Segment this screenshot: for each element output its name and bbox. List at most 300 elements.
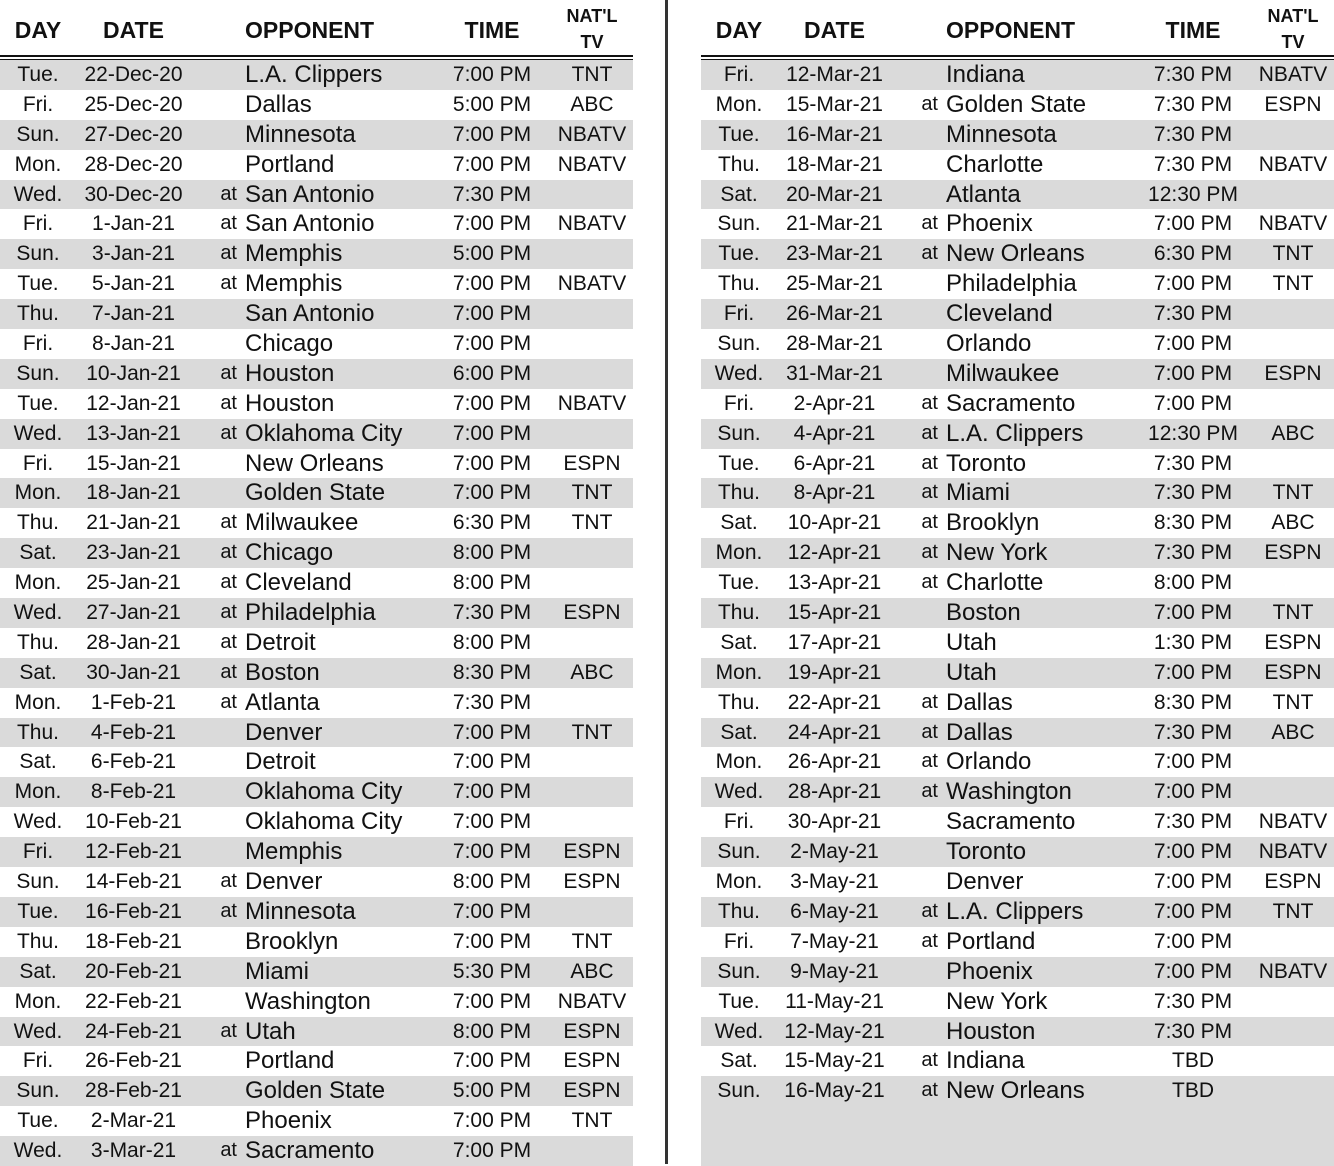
cell-tv: ESPN xyxy=(1264,92,1322,116)
cell-day: Sun. xyxy=(16,870,60,894)
header-rule-top xyxy=(701,55,1334,57)
cell-time: 7:00 PM xyxy=(452,989,532,1013)
cell-opponent: Detroit xyxy=(245,748,316,776)
table-row xyxy=(0,120,633,150)
cell-time: 8:30 PM xyxy=(1153,690,1233,714)
cell-at: at xyxy=(220,1139,237,1162)
header-tv-line1: NAT'L xyxy=(1267,6,1319,26)
cell-opponent: Boston xyxy=(946,599,1021,627)
cell-time: 7:00 PM xyxy=(1153,332,1233,356)
cell-opponent: Denver xyxy=(946,868,1024,896)
cell-opponent: Memphis xyxy=(245,838,343,866)
cell-opponent: Sacramento xyxy=(946,808,1076,836)
cell-at: at xyxy=(921,780,938,803)
header-tv-line1: NAT'L xyxy=(566,6,618,26)
cell-day: Thu. xyxy=(717,272,761,296)
cell-at: at xyxy=(921,391,938,414)
cell-at: at xyxy=(220,870,237,893)
cell-tv: ESPN xyxy=(563,840,621,864)
header-tv xyxy=(1251,3,1334,55)
cell-time: 7:00 PM xyxy=(1153,780,1233,804)
cell-time: 7:00 PM xyxy=(452,780,532,804)
cell-time: 7:30 PM xyxy=(1153,1019,1233,1043)
cell-opponent: Miami xyxy=(245,957,309,985)
table-row xyxy=(0,1106,633,1136)
cell-date: 30-Jan-21 xyxy=(86,660,181,684)
cell-time: 7:30 PM xyxy=(1153,152,1233,176)
cell-time: 7:00 PM xyxy=(452,810,532,834)
table-row xyxy=(701,688,1334,718)
cell-day: Sun. xyxy=(717,959,761,983)
cell-opponent: Utah xyxy=(946,628,997,656)
table-row xyxy=(0,359,633,389)
cell-tv: NBATV xyxy=(1258,63,1328,86)
cell-at: at xyxy=(220,690,237,713)
cell-opponent: Denver xyxy=(245,868,323,896)
cell-time: TBD xyxy=(1172,1079,1214,1103)
cell-date: 17-Apr-21 xyxy=(787,630,882,654)
table-row xyxy=(0,329,633,359)
cell-tv: TNT xyxy=(571,1109,613,1133)
cell-date: 15-Apr-21 xyxy=(787,601,882,625)
cell-date: 7-Jan-21 xyxy=(92,302,175,326)
cell-time: 5:30 PM xyxy=(452,959,532,983)
table-row xyxy=(701,927,1334,957)
cell-date: 20-Mar-21 xyxy=(786,182,883,206)
cell-tv: NBATV xyxy=(557,152,627,176)
cell-time: 7:00 PM xyxy=(452,421,532,445)
cell-time: 7:00 PM xyxy=(452,1139,532,1163)
cell-day: Mon. xyxy=(715,870,763,894)
cell-time: 7:00 PM xyxy=(1153,660,1233,684)
cell-date: 24-Apr-21 xyxy=(787,720,882,744)
cell-opponent: Portland xyxy=(946,927,1036,955)
table-row xyxy=(0,688,633,718)
cell-tv: TNT xyxy=(1272,690,1314,714)
cell-tv: ESPN xyxy=(1264,541,1322,565)
table-row xyxy=(701,389,1334,419)
cell-opponent: Boston xyxy=(245,658,320,686)
empty-shaded-row xyxy=(701,1106,1334,1136)
cell-tv: NBATV xyxy=(557,391,627,415)
cell-opponent: Detroit xyxy=(245,628,316,656)
cell-date: 18-Feb-21 xyxy=(85,929,182,953)
cell-day: Sat. xyxy=(720,630,758,654)
cell-at: at xyxy=(921,242,938,265)
cell-day: Sat. xyxy=(19,660,57,684)
cell-time: 7:00 PM xyxy=(1153,870,1233,894)
cell-tv: ABC xyxy=(570,92,614,116)
cell-opponent: Houston xyxy=(946,1017,1036,1045)
cell-opponent: L.A. Clippers xyxy=(245,61,383,88)
cell-day: Thu. xyxy=(16,630,60,654)
cell-tv: NBATV xyxy=(557,272,627,296)
cell-date: 8-Jan-21 xyxy=(92,332,175,356)
cell-day: Tue. xyxy=(718,242,760,266)
cell-date: 26-Apr-21 xyxy=(787,750,882,774)
cell-date: 10-Jan-21 xyxy=(86,361,181,385)
cell-time: 7:00 PM xyxy=(1153,899,1233,923)
table-row xyxy=(0,389,633,419)
cell-time: 8:00 PM xyxy=(452,571,532,595)
cell-date: 25-Jan-21 xyxy=(86,571,181,595)
cell-tv: TNT xyxy=(571,63,613,86)
cell-day: Sat. xyxy=(720,720,758,744)
cell-time: 7:30 PM xyxy=(1153,302,1233,326)
cell-day: Fri. xyxy=(723,810,755,834)
table-row xyxy=(0,538,633,568)
cell-time: 8:00 PM xyxy=(452,541,532,565)
cell-date: 13-Apr-21 xyxy=(787,571,882,595)
cell-at: at xyxy=(220,899,237,922)
cell-opponent: L.A. Clippers xyxy=(946,419,1084,447)
cell-opponent: New Orleans xyxy=(946,1077,1085,1105)
cell-at: at xyxy=(921,451,938,474)
cell-opponent: Utah xyxy=(245,1017,296,1045)
table-row xyxy=(701,1076,1334,1106)
cell-day: Fri. xyxy=(22,212,54,236)
header-time: TIME xyxy=(464,17,520,43)
cell-time: 8:00 PM xyxy=(1153,571,1233,595)
cell-date: 28-Mar-21 xyxy=(786,332,883,356)
cell-at: at xyxy=(921,1079,938,1102)
cell-date: 1-Jan-21 xyxy=(92,212,175,236)
cell-at: at xyxy=(220,391,237,414)
cell-date: 1-Feb-21 xyxy=(90,690,177,714)
cell-at: at xyxy=(220,361,237,384)
cell-tv: ESPN xyxy=(563,601,621,625)
table-row xyxy=(0,568,633,598)
cell-time: 7:30 PM xyxy=(1153,481,1233,505)
cell-time: TBD xyxy=(1172,1049,1214,1073)
cell-opponent: Memphis xyxy=(245,240,343,268)
cell-day: Tue. xyxy=(718,989,760,1013)
cell-date: 8-Apr-21 xyxy=(793,481,876,505)
cell-time: 5:00 PM xyxy=(452,242,532,266)
cell-at: at xyxy=(220,660,237,683)
cell-at: at xyxy=(220,182,237,205)
cell-time: 7:00 PM xyxy=(452,1109,532,1133)
header-opponent: OPPONENT xyxy=(245,17,375,43)
cell-time: 7:00 PM xyxy=(452,720,532,744)
cell-date: 11-May-21 xyxy=(785,989,884,1013)
cell-opponent: Milwaukee xyxy=(946,359,1060,387)
cell-day: Fri. xyxy=(22,451,54,475)
cell-day: Mon. xyxy=(715,541,763,565)
cell-date: 25-Dec-20 xyxy=(84,92,183,116)
cell-day: Fri. xyxy=(22,1049,54,1073)
cell-day: Wed. xyxy=(714,780,764,804)
cell-opponent: New York xyxy=(946,987,1048,1015)
cell-tv: TNT xyxy=(1272,272,1314,296)
cell-day: Sun. xyxy=(717,332,761,356)
table-row xyxy=(0,777,633,807)
table-row xyxy=(701,747,1334,777)
cell-time: 7:30 PM xyxy=(1153,451,1233,475)
schedule-panel-left xyxy=(0,0,633,1164)
cell-time: 7:00 PM xyxy=(1153,212,1233,236)
cell-tv: ABC xyxy=(1271,720,1315,744)
cell-opponent: Sacramento xyxy=(946,389,1076,417)
cell-opponent: Golden State xyxy=(946,90,1087,118)
cell-day: Thu. xyxy=(16,929,60,953)
cell-tv: TNT xyxy=(1272,481,1314,505)
cell-opponent: San Antonio xyxy=(245,210,375,238)
cell-opponent: Minnesota xyxy=(245,897,356,925)
table-row xyxy=(701,359,1334,389)
table-row xyxy=(0,957,633,987)
cell-time: 7:00 PM xyxy=(1153,959,1233,983)
cell-day: Fri. xyxy=(723,391,755,415)
cell-at: at xyxy=(220,1019,237,1042)
cell-date: 12-May-21 xyxy=(784,1019,885,1043)
cell-time: 7:00 PM xyxy=(452,1049,532,1073)
cell-at: at xyxy=(921,899,938,922)
cell-opponent: Toronto xyxy=(946,838,1027,866)
cell-time: 7:00 PM xyxy=(452,272,532,296)
cell-date: 15-Mar-21 xyxy=(786,92,883,116)
cell-tv: ESPN xyxy=(563,1019,621,1043)
cell-opponent: Oklahoma City xyxy=(245,808,403,836)
cell-date: 22-Apr-21 xyxy=(787,690,882,714)
cell-tv: TNT xyxy=(571,929,613,953)
cell-day: Sun. xyxy=(16,361,60,385)
cell-day: Mon. xyxy=(14,152,62,176)
table-row xyxy=(701,568,1334,598)
cell-date: 26-Feb-21 xyxy=(85,1049,182,1073)
cell-date: 30-Dec-20 xyxy=(84,182,183,206)
cell-opponent: New Orleans xyxy=(245,449,384,477)
header-tv-line2: TV xyxy=(1281,32,1305,52)
cell-time: 7:30 PM xyxy=(1153,92,1233,116)
cell-time: 7:00 PM xyxy=(452,899,532,923)
cell-date: 13-Jan-21 xyxy=(86,421,181,445)
cell-day: Sat. xyxy=(19,959,57,983)
table-row xyxy=(0,718,633,748)
cell-date: 22-Dec-20 xyxy=(84,63,183,86)
cell-date: 10-Feb-21 xyxy=(85,810,182,834)
cell-tv: TNT xyxy=(571,511,613,535)
cell-date: 2-Mar-21 xyxy=(90,1109,177,1133)
cell-day: Wed. xyxy=(13,182,63,206)
cell-opponent: Brooklyn xyxy=(245,927,339,955)
cell-at: at xyxy=(220,571,237,594)
cell-time: 8:00 PM xyxy=(452,1019,532,1043)
table-row xyxy=(701,957,1334,987)
cell-day: Wed. xyxy=(13,421,63,445)
table-row xyxy=(701,658,1334,688)
cell-opponent: Brooklyn xyxy=(946,509,1040,537)
schedule-rows-left xyxy=(0,60,633,1166)
empty-shaded-row xyxy=(701,1136,1334,1166)
cell-opponent: Orlando xyxy=(946,748,1032,776)
cell-day: Sat. xyxy=(19,541,57,565)
table-row xyxy=(0,1046,633,1076)
cell-time: 7:00 PM xyxy=(452,929,532,953)
schedule-panel-right xyxy=(701,0,1334,1164)
cell-day: Mon. xyxy=(14,989,62,1013)
cell-time: 7:30 PM xyxy=(452,601,532,625)
cell-time: 8:30 PM xyxy=(1153,511,1233,535)
cell-day: Wed. xyxy=(13,601,63,625)
table-row xyxy=(701,60,1334,90)
cell-date: 30-Apr-21 xyxy=(787,810,882,834)
cell-at: at xyxy=(220,601,237,624)
cell-day: Sat. xyxy=(720,1049,758,1073)
cell-time: 7:30 PM xyxy=(1153,810,1233,834)
table-row xyxy=(701,120,1334,150)
cell-time: 7:00 PM xyxy=(1153,272,1233,296)
cell-time: 7:30 PM xyxy=(452,690,532,714)
cell-tv: ESPN xyxy=(1264,660,1322,684)
cell-day: Mon. xyxy=(14,690,62,714)
cell-time: 7:00 PM xyxy=(1153,391,1233,415)
cell-opponent: Cleveland xyxy=(245,569,352,597)
cell-time: 6:30 PM xyxy=(1153,242,1233,266)
table-header xyxy=(701,0,1334,60)
cell-date: 20-Feb-21 xyxy=(85,959,182,983)
cell-time: 7:00 PM xyxy=(452,391,532,415)
cell-opponent: Indiana xyxy=(946,1047,1025,1075)
cell-tv: NBATV xyxy=(1258,959,1328,983)
cell-opponent: Charlotte xyxy=(946,569,1044,597)
cell-time: 7:30 PM xyxy=(452,182,532,206)
cell-day: Sat. xyxy=(720,182,758,206)
table-row xyxy=(701,987,1334,1017)
table-row xyxy=(0,239,633,269)
cell-day: Mon. xyxy=(14,571,62,595)
cell-opponent: Minnesota xyxy=(245,120,356,148)
cell-opponent: Golden State xyxy=(245,479,386,507)
header-day: DAY xyxy=(715,17,763,43)
cell-day: Thu. xyxy=(16,302,60,326)
table-row xyxy=(0,449,633,479)
cell-tv: ESPN xyxy=(1264,870,1322,894)
cell-date: 22-Feb-21 xyxy=(85,989,182,1013)
table-row xyxy=(701,718,1334,748)
cell-at: at xyxy=(220,242,237,265)
cell-date: 16-May-21 xyxy=(784,1079,885,1103)
cell-tv: TNT xyxy=(571,481,613,505)
cell-day: Wed. xyxy=(13,1139,63,1163)
table-row xyxy=(0,1076,633,1106)
table-row xyxy=(0,180,633,210)
cell-time: 7:30 PM xyxy=(1153,122,1233,146)
cell-tv: ESPN xyxy=(563,1079,621,1103)
table-row xyxy=(701,209,1334,239)
cell-date: 4-Apr-21 xyxy=(793,421,876,445)
cell-day: Tue. xyxy=(17,391,59,415)
cell-day: Mon. xyxy=(715,660,763,684)
table-row xyxy=(701,837,1334,867)
cell-tv: NBATV xyxy=(1258,152,1328,176)
cell-opponent: Utah xyxy=(946,658,997,686)
table-row xyxy=(701,329,1334,359)
header-date: DATE xyxy=(103,17,164,43)
table-row xyxy=(0,837,633,867)
cell-date: 25-Mar-21 xyxy=(786,272,883,296)
cell-tv: ESPN xyxy=(1264,630,1322,654)
cell-time: 7:00 PM xyxy=(452,212,532,236)
cell-opponent: Minnesota xyxy=(946,120,1057,148)
cell-opponent: Phoenix xyxy=(245,1107,332,1135)
cell-date: 23-Mar-21 xyxy=(786,242,883,266)
cell-date: 14-Feb-21 xyxy=(85,870,182,894)
cell-tv: NBATV xyxy=(1258,212,1328,236)
cell-opponent: Portland xyxy=(245,1047,335,1075)
cell-date: 18-Mar-21 xyxy=(786,152,883,176)
cell-day: Sat. xyxy=(720,511,758,535)
cell-tv: NBATV xyxy=(1258,810,1328,834)
cell-time: 8:30 PM xyxy=(452,660,532,684)
cell-opponent: Cleveland xyxy=(946,300,1053,328)
cell-time: 7:00 PM xyxy=(452,122,532,146)
cell-day: Thu. xyxy=(717,152,761,176)
cell-opponent: Dallas xyxy=(946,688,1013,716)
cell-opponent: Orlando xyxy=(946,330,1032,358)
cell-at: at xyxy=(921,212,938,235)
cell-opponent: Dallas xyxy=(245,90,312,118)
cell-at: at xyxy=(921,750,938,773)
header-day: DAY xyxy=(14,17,62,43)
cell-at: at xyxy=(921,421,938,444)
table-row xyxy=(0,807,633,837)
cell-opponent: New Orleans xyxy=(946,240,1085,268)
cell-opponent: Charlotte xyxy=(946,150,1044,178)
cell-at: at xyxy=(921,720,938,743)
table-row xyxy=(701,807,1334,837)
cell-tv: NBATV xyxy=(557,212,627,236)
cell-day: Fri. xyxy=(22,840,54,864)
cell-day: Mon. xyxy=(14,780,62,804)
cell-tv: ABC xyxy=(570,660,614,684)
cell-day: Sun. xyxy=(717,840,761,864)
header-date: DATE xyxy=(804,17,865,43)
cell-date: 3-May-21 xyxy=(790,870,879,894)
cell-time: 5:00 PM xyxy=(452,92,532,116)
cell-opponent: Indiana xyxy=(946,61,1025,88)
cell-day: Thu. xyxy=(16,720,60,744)
cell-at: at xyxy=(921,1049,938,1072)
cell-time: 7:00 PM xyxy=(452,750,532,774)
cell-tv: TNT xyxy=(1272,242,1314,266)
cell-date: 28-Dec-20 xyxy=(84,152,183,176)
cell-time: 12:30 PM xyxy=(1148,182,1238,206)
cell-time: 7:30 PM xyxy=(1153,720,1233,744)
cell-tv: NBATV xyxy=(1258,840,1328,864)
cell-day: Wed. xyxy=(13,1019,63,1043)
cell-opponent: Atlanta xyxy=(245,688,320,716)
cell-at: at xyxy=(220,511,237,534)
cell-day: Thu. xyxy=(16,511,60,535)
cell-date: 2-May-21 xyxy=(790,840,879,864)
table-row xyxy=(0,1017,633,1047)
cell-opponent: Chicago xyxy=(245,330,334,358)
cell-day: Tue. xyxy=(17,899,59,923)
cell-date: 21-Jan-21 xyxy=(86,511,181,535)
cell-day: Wed. xyxy=(714,361,764,385)
cell-day: Sat. xyxy=(19,750,57,774)
table-row xyxy=(701,628,1334,658)
cell-day: Wed. xyxy=(13,810,63,834)
cell-opponent: Chicago xyxy=(245,539,334,567)
cell-date: 15-May-21 xyxy=(784,1049,885,1073)
table-row xyxy=(701,269,1334,299)
cell-opponent: Dallas xyxy=(946,718,1013,746)
cell-date: 12-Mar-21 xyxy=(786,63,883,86)
cell-date: 5-Jan-21 xyxy=(92,272,175,296)
table-row xyxy=(701,508,1334,538)
